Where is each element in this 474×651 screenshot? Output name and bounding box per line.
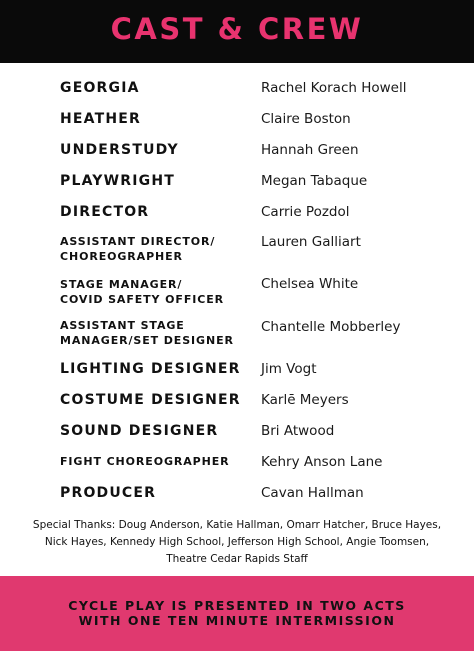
credit-role: DIRECTOR (60, 204, 150, 220)
credit-role-line: STAGE MANAGER/ (60, 278, 183, 291)
credit-name: Rachel Korach Howell (261, 80, 407, 96)
credit-name: Jim Vogt (261, 361, 317, 377)
credit-role (60, 277, 224, 307)
credit-name: Hannah Green (261, 142, 359, 158)
footer-banner (0, 576, 474, 651)
credit-role: LIGHTING DESIGNER (60, 361, 241, 377)
credit-name: Megan Tabaque (261, 173, 368, 189)
credit-role: COSTUME DESIGNER (60, 392, 241, 408)
credit-name: Kehry Anson Lane (261, 454, 383, 470)
special-thanks (30, 517, 444, 568)
credit-role-line: ASSISTANT DIRECTOR/ (60, 235, 216, 248)
page-title: CAST & CREW (110, 12, 364, 46)
credit-role: HEATHER (60, 111, 142, 127)
credit-role (60, 318, 234, 348)
special-thanks-line: Nick Hayes, Kennedy High School, Jefferson High School, Angie Toomsen, (44, 536, 430, 548)
credit-role-line: ASSISTANT STAGE (60, 319, 185, 332)
credit-role-line: MANAGER/SET DESIGNER (60, 334, 234, 347)
credit-name: Karlē Meyers (261, 392, 349, 408)
credit-name: Claire Boston (261, 111, 351, 127)
credit-role: FIGHT CHOREOGRAPHER (60, 455, 230, 468)
credit-role (60, 234, 215, 264)
credit-role-line: COVID SAFETY OFFICER (60, 293, 224, 306)
header-bar (0, 0, 474, 63)
credit-role: PLAYWRIGHT (60, 173, 176, 189)
footer-line: CYCLE PLAY IS PRESENTED IN TWO ACTS (68, 598, 406, 613)
credit-name: Bri Atwood (261, 423, 335, 439)
credit-name: Chantelle Mobberley (261, 319, 401, 335)
special-thanks-line: Special Thanks: Doug Anderson, Katie Hallman, Omarr Hatcher, Bruce Hayes, (32, 519, 442, 531)
credit-role: PRODUCER (60, 485, 157, 501)
credit-name: Cavan Hallman (261, 485, 364, 501)
credit-name: Carrie Pozdol (261, 204, 350, 220)
special-thanks-line: Theatre Cedar Rapids Staff (166, 553, 308, 565)
credit-role: UNDERSTUDY (60, 142, 179, 158)
credit-role: GEORGIA (60, 80, 140, 96)
credit-name: Chelsea White (261, 276, 359, 292)
credit-role: SOUND DESIGNER (60, 423, 219, 439)
credit-role-line: CHOREOGRAPHER (60, 250, 183, 263)
credit-name: Lauren Galliart (261, 234, 361, 250)
footer-line: WITH ONE TEN MINUTE INTERMISSION (78, 613, 396, 628)
